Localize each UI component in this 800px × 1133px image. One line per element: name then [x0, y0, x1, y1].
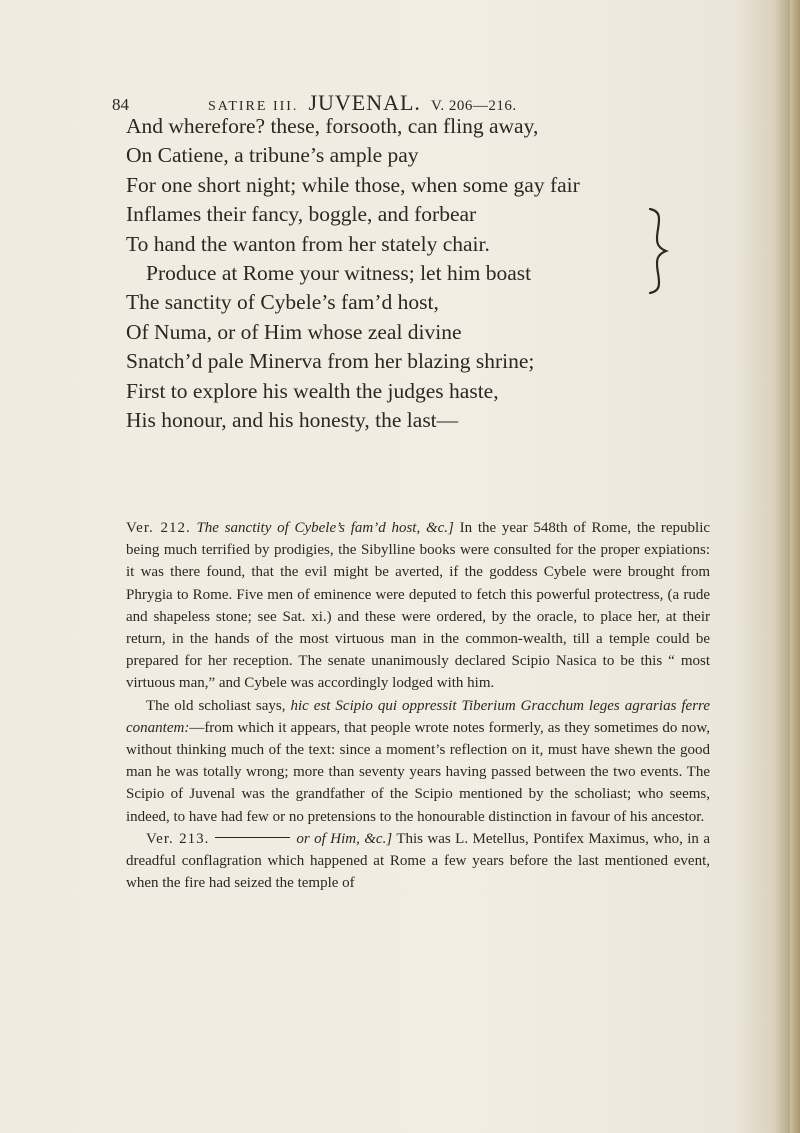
footnote	[126, 828, 710, 895]
footnote-text: —from which it appears, that people wrote notes formerly, as they sometimes do now, without thinking much of the text: since a moment’s reflection on it, must have shewn the good man he was totally wrong; more than seventy years having passed between the two events. The Scipio of Juvenal was the grandfather of the Scipio mentioned by the scholiast; who seems, indeed, to have had few or no pretensions to the honourable distinction in favour of his ancestor.	[126, 719, 710, 825]
footnote	[126, 517, 710, 695]
poem-line: The sanctity of Cybele’s fam’d host,	[126, 290, 439, 315]
poem-line: On Catiene, a tribune’s ample pay	[126, 143, 419, 168]
poem-line: To hand the wanton from her stately chair.	[126, 231, 490, 256]
poem-stanza	[126, 112, 646, 435]
poem-line: First to explore his wealth the judges haste,	[126, 378, 499, 403]
scholiast-quote: hic est Scipio qui oppressit Tiberium Gracchum leges agrarias ferre conantem:	[126, 697, 710, 736]
poem-line: Snatch’d pale Minerva from her blazing shrine;	[126, 349, 535, 374]
footnote-text: In the year 548th of Rome, the republic being much terrified by prodigies, the Sibylline books were consulted for the proper expiations: it was there found, that the evil might be averted, if the goddess Cybele were brought from Phrygia to Rome. Five men of eminence were deputed to fetch this powerful protectress, (a rude and shapeless stone; see Sat. xi.) and these were ordered, by the oracle, to place her, at their return, in the hands of the most virtuous man in the common-wealth, till a temple could be prepared for her reception. The senate unanimously declared Scipio Nasica to be this “ most virtuous man,” and Cybele was accordingly lodged with him.	[126, 520, 711, 692]
poem-line: Of Numa, or of Him whose zeal divine	[126, 319, 462, 344]
footnotes	[126, 517, 710, 894]
verse-range: V. 206—216.	[430, 98, 517, 114]
poem-line: His honour, and his honesty, the last—	[126, 408, 459, 433]
footnote-lemma: The sanctity of Cybele’s fam’d host, &c.]	[196, 520, 454, 536]
page-number: 84	[112, 95, 129, 114]
footnote-lemma: or of Him, &c.]	[296, 830, 393, 847]
author-name: JUVENAL.	[308, 90, 421, 115]
footnote-intro: The old scholiast says,	[146, 697, 286, 714]
poem-line: Inflames their fancy, boggle, and forbear	[126, 202, 477, 227]
verse-reference: Ver. 213.	[146, 830, 210, 847]
footnote	[126, 695, 710, 828]
page-edge	[790, 0, 800, 1133]
verse-reference: Ver. 212.	[126, 520, 191, 536]
satire-number: SATIRE III.	[208, 99, 299, 114]
lemma-dash	[215, 837, 290, 838]
poem-line: Produce at Rome your witness; let him boast	[146, 261, 532, 286]
footnote-text: This was L. Metellus, Pontifex Maximus, who, in a dreadful conflagration which happened at Rome a few years before the last mentioned event, when the fire had seized the temple of	[126, 830, 711, 892]
triplet-brace	[646, 205, 670, 297]
poem-line: And wherefore? these, forsooth, can fling away,	[126, 114, 539, 138]
poem-line: For one short night; while those, when some gay fair	[126, 172, 580, 197]
